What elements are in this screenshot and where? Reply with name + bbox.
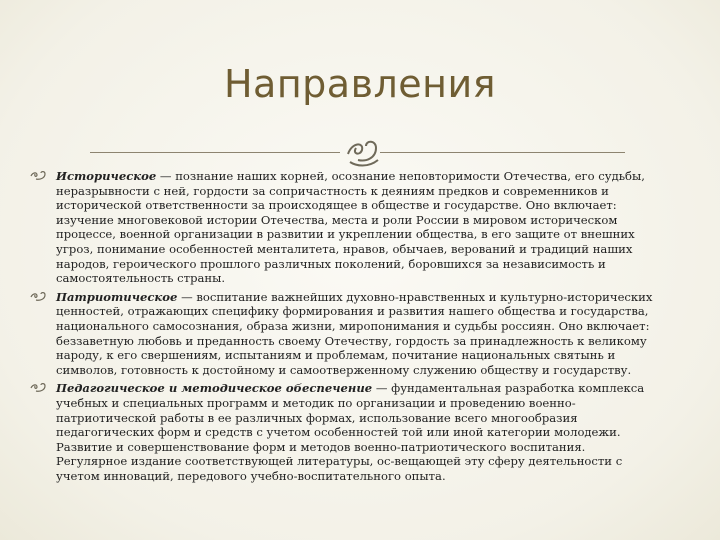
scroll-bullet-icon <box>30 291 46 303</box>
item-term: Историческое <box>56 169 157 183</box>
item-term: Патриотическое <box>56 289 178 304</box>
page-title: Направления <box>223 62 497 106</box>
list-item <box>30 381 660 483</box>
scroll-bullet-icon <box>30 382 46 394</box>
divider-line-right <box>380 152 625 153</box>
item-text: — познание наших корней, осознание неповторимости Отечества, его судьбы, неразрывности с ней, гордости за сопричастность к деяниям предков и современников и исторической ответственности за происходящее в обществе и государстве. Оно включает: изучение многовековой истории Отечества, места и роли России в мировом историческом процессе, военной организации в развитии и укреплении общества, в его защите от внешних угроз, понимание особенностей менталитета, нравов, обычаев, верований и традиций наших народов, героического прошлого различных поколений, боровшихся за независимость и самостоятельность страны. <box>56 169 645 286</box>
list-item <box>30 169 660 286</box>
item-term: Педагогическое и методическое обеспечение <box>56 381 373 396</box>
divider-line-left <box>90 152 340 153</box>
item-text: — воспитание важнейших духовно-нравственных и культурно-исторических ценностей, отражающих специфику формирования и развития нашего общества и государства, национального самосознания, образа жизни, миропонимания и судьбы россиян. Оно включает: беззаветную любовь и преданность своему Отечеству, гордость за принадлежность к великому народу, к его свершениям, испытаниям и проблемам, почитание национальных святынь и символов, готовность к достойному и самоотверженному служению обществу и государству. <box>56 289 653 377</box>
directions-list <box>30 169 660 487</box>
item-text: — фундаментальная разработка комплекса учебных и специальных программ и методик по организации и проведению военно-патриотической работы в ее различных формах, использование всего многообразия педагогических форм и средств с учетом особенностей той или иной категории молодежи. Развитие и совершенствование форм и методов военно-патриотического воспитания. Регулярное издание соответствующей литературы, ос-вещающей эту сферу деятельности с учетом инноваций, передового учебно-воспитательного опыта. <box>56 381 645 483</box>
list-item <box>30 290 660 378</box>
scroll-bullet-icon <box>30 170 46 182</box>
scroll-ornament-icon <box>342 132 382 172</box>
